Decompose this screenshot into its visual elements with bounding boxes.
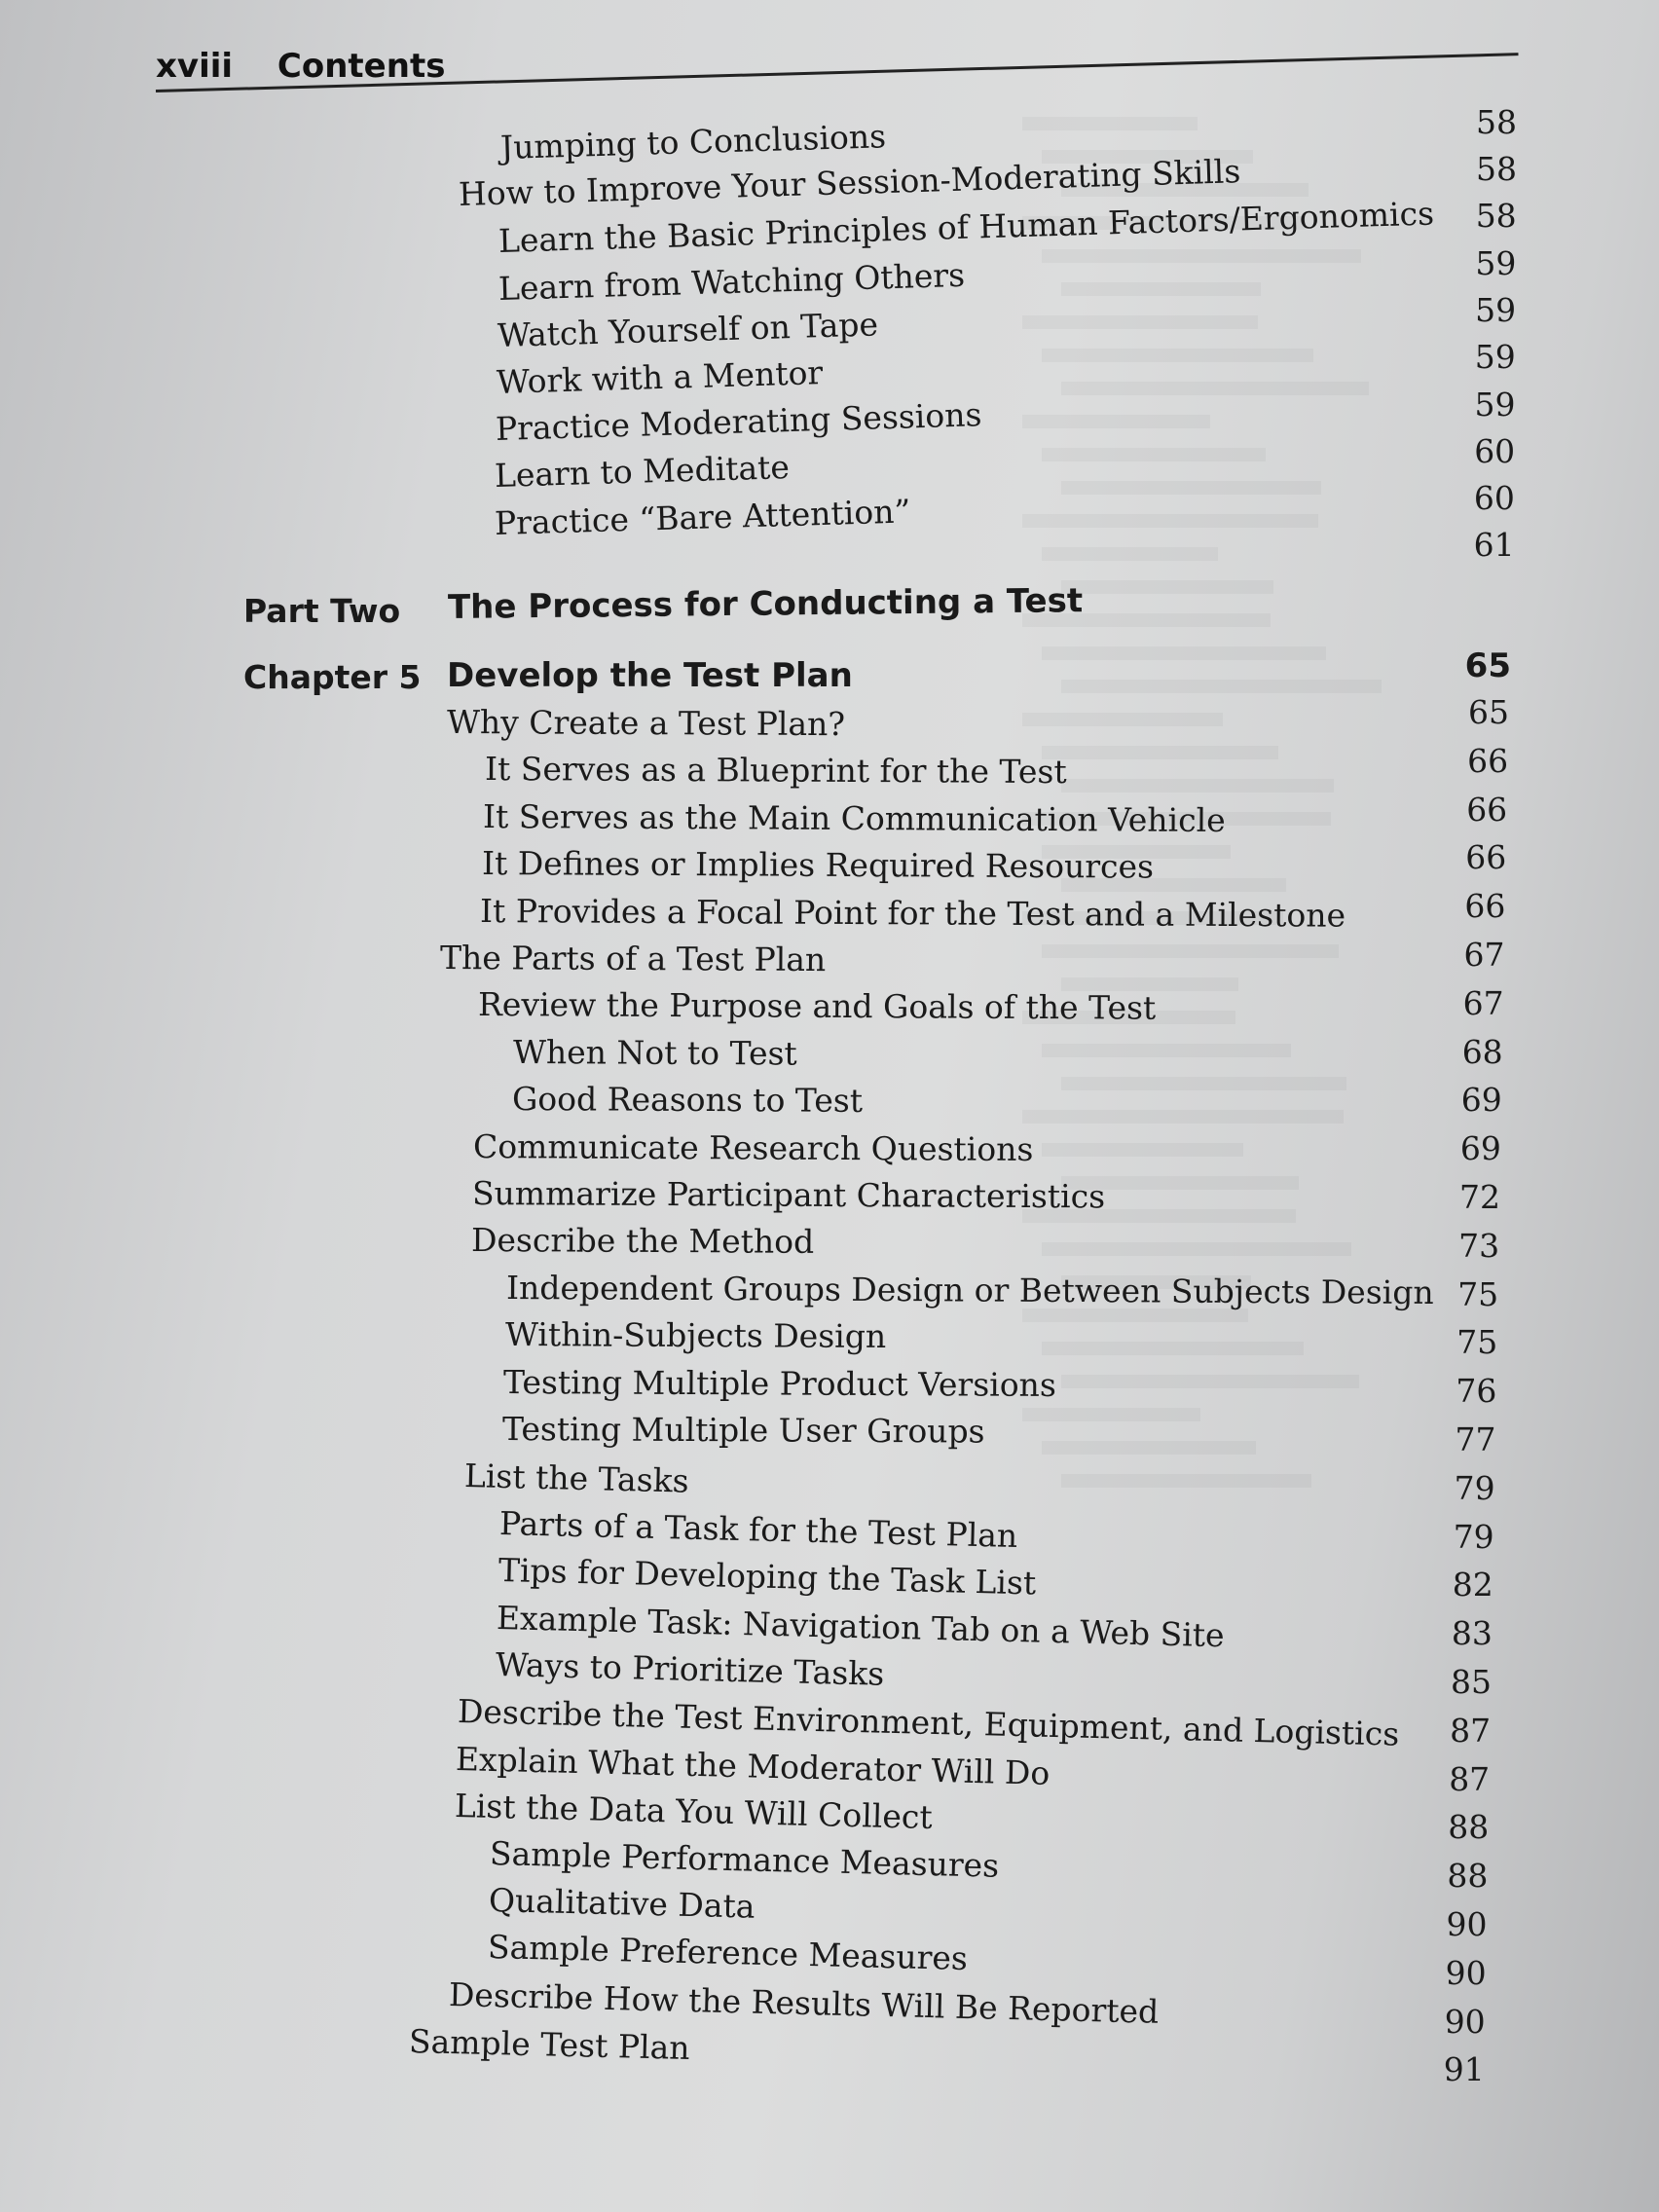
toc-entry: Sample Preference Measures [487, 1928, 968, 1978]
part-title: The Process for Conducting a Test [447, 581, 1084, 627]
toc-page-number: 66 [1465, 838, 1507, 877]
toc-entry: Example Task: Navigation Tab on a Web Site [496, 1598, 1226, 1654]
toc-page-number: 79 [1454, 1468, 1495, 1507]
toc-entry: List the Data You Will Collect [454, 1787, 933, 1837]
toc-page-number: 68 [1461, 1032, 1503, 1071]
toc-entry: Practice “Bare Attention” [494, 491, 911, 542]
toc-page-number: 75 [1457, 1274, 1499, 1313]
toc-entry: Summarize Participant Characteristics [471, 1174, 1106, 1216]
toc-page-number: 65 [1468, 693, 1509, 731]
toc-page-number: 61 [1473, 526, 1515, 565]
toc-page-number: 91 [1443, 2050, 1485, 2089]
toc-entry: It Defines or Implies Required Resources [481, 844, 1154, 886]
toc-entry: Learn the Basic Principles of Human Factors/Ergonomics [498, 194, 1435, 261]
toc-page-number: 83 [1451, 1614, 1493, 1653]
toc-page-number: 85 [1451, 1663, 1492, 1701]
toc-page-number: 87 [1449, 1759, 1491, 1798]
toc-page-number: 76 [1456, 1372, 1497, 1411]
toc-entry: The Parts of a Test Plan [439, 939, 827, 979]
toc-entry: Ways to Prioritize Tasks [495, 1645, 885, 1693]
chapter-label: Chapter 5 [243, 658, 422, 696]
toc-page-number: 60 [1474, 431, 1516, 470]
toc-page-number: 60 [1473, 479, 1515, 518]
toc-page-number: 90 [1444, 2002, 1486, 2041]
toc-page-number: 75 [1456, 1323, 1498, 1362]
toc-entry: Practice Moderating Sessions [495, 395, 983, 449]
toc-page-number: 58 [1476, 150, 1517, 188]
toc-entry: Learn from Watching Others [498, 255, 966, 308]
header-page-number: xviii [156, 47, 234, 86]
toc-entry: Describe the Method [470, 1221, 814, 1262]
toc-entry: Independent Groups Design or Between Subjects Design [506, 1268, 1434, 1311]
toc-page-number: 69 [1459, 1129, 1501, 1168]
toc-entry: Describe How the Results Will Be Reported [448, 1974, 1160, 2031]
toc-entry: Sample Performance Measures [489, 1833, 1001, 1885]
toc-page-number: 73 [1458, 1226, 1500, 1265]
toc-entry: Tips for Developing the Task List [498, 1551, 1037, 1603]
toc-page-number: 66 [1466, 790, 1508, 829]
toc-entry: Explain What the Moderator Will Do [455, 1739, 1051, 1792]
toc-entry: It Serves as a Blueprint for the Test [484, 750, 1067, 792]
toc-entry: Watch Yourself on Tape [497, 305, 879, 354]
toc-entry: Testing Multiple User Groups [501, 1410, 985, 1451]
toc-page-number: 77 [1455, 1420, 1496, 1458]
chapter-page-number: 65 [1464, 646, 1511, 685]
toc-entry: Review the Purpose and Goals of the Test [477, 985, 1156, 1028]
toc-page-number: 69 [1460, 1081, 1502, 1120]
chapter-title: Develop the Test Plan [447, 656, 853, 695]
header-title: Contents [276, 47, 446, 86]
toc-entry: Parts of a Task for the Test Plan [498, 1503, 1018, 1555]
toc-page-number: 87 [1450, 1711, 1492, 1750]
toc-entry: It Serves as the Main Communication Vehicle [483, 796, 1227, 839]
toc-page-number: 88 [1448, 1808, 1490, 1847]
toc-entry: It Provides a Focal Point for the Test and a Milestone [480, 891, 1346, 935]
toc-entry: When Not to Test [513, 1032, 798, 1073]
toc-entry: How to Improve Your Session-Moderating Skills [458, 152, 1241, 214]
part-label: Part Two [243, 592, 401, 630]
toc-entry: Good Reasons to Test [511, 1080, 863, 1121]
toc-page-number: 67 [1463, 936, 1505, 974]
toc-page-number: 59 [1475, 290, 1517, 329]
toc-entry: Work with a Mentor [496, 353, 824, 401]
toc-page-number: 66 [1464, 887, 1506, 926]
toc-page-number: 58 [1476, 103, 1517, 141]
toc-page-number: 82 [1452, 1566, 1493, 1604]
toc-page-number: 90 [1445, 1953, 1487, 1992]
toc-entry: Why Create a Test Plan? [446, 703, 846, 744]
toc-page-number: 88 [1447, 1857, 1489, 1896]
toc-entry: Sample Test Plan [408, 2022, 690, 2068]
toc-page-number: 66 [1467, 741, 1509, 780]
toc-page-number: 90 [1446, 1905, 1488, 1943]
toc-entry: Communicate Research Questions [473, 1126, 1034, 1168]
toc-page-number: 59 [1474, 338, 1516, 377]
toc-entry: Learn to Meditate [494, 448, 791, 496]
toc-page-number: 59 [1474, 385, 1516, 424]
toc-page-number: 79 [1453, 1517, 1494, 1556]
toc-page-number: 58 [1475, 197, 1517, 236]
toc-page-number: 72 [1459, 1178, 1500, 1216]
toc-page-number: 59 [1475, 243, 1517, 282]
toc-entry: List the Tasks [463, 1456, 689, 1501]
toc-entry: Describe the Test Environment, Equipment, and Logistics [457, 1692, 1400, 1754]
toc-page-number: 67 [1462, 983, 1504, 1022]
toc-entry: Within-Subjects Design [504, 1315, 887, 1356]
toc-entry: Testing Multiple Product Versions [503, 1362, 1057, 1404]
toc-entry: Qualitative Data [488, 1881, 756, 1926]
toc-entry: Jumping to Conclusions [499, 117, 887, 166]
